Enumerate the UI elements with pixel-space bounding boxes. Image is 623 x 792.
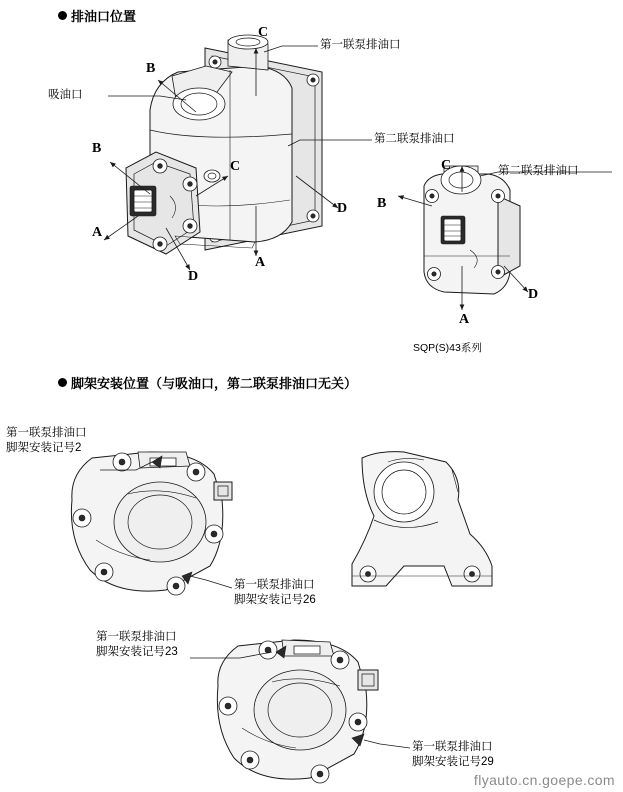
- axis-mark-b-sqp43: B: [377, 196, 387, 211]
- label-suction-port: 吸油口: [48, 89, 83, 101]
- fig4-foot-mount-pump: [190, 640, 410, 783]
- axis-mark-a-sqp43: A: [459, 312, 470, 327]
- fig2-sqp43-body: [398, 166, 612, 310]
- axis-mark-c-top: C: [258, 25, 269, 40]
- figure2-caption: SQP(S)43系列: [413, 342, 482, 354]
- callout-line-1: 第一联泵排油口: [412, 741, 493, 753]
- axis-mark-c-sqp43: C: [441, 158, 452, 173]
- section-heading-drain-port: [58, 6, 136, 25]
- callout-mark-29: [412, 740, 494, 770]
- callout-mark-26: [234, 578, 316, 608]
- callout-mark-23: [96, 630, 178, 660]
- label-second-pump-drain: 第二联泵排油口: [374, 133, 455, 145]
- axis-mark-d-right: D: [337, 201, 348, 216]
- callout-line-2: 脚架安装记号26: [234, 594, 316, 606]
- callout-line-2: 脚架安装记号29: [412, 756, 494, 768]
- section-title-text: 脚架安装位置（与吸油口，第二联泵排油口无关）: [71, 376, 358, 391]
- axis-mark-c-mid: C: [230, 159, 241, 174]
- bullet-icon: [58, 11, 67, 20]
- fig3-foot-mount-pump: [71, 452, 232, 595]
- bullet-icon: [58, 378, 67, 387]
- section-heading-foot-mount: [58, 373, 357, 392]
- callout-line-2: 脚架安装记号2: [6, 442, 82, 454]
- fig3-mounting-bracket: [352, 452, 492, 586]
- axis-mark-d-lower: D: [188, 269, 199, 284]
- callout-line-1: 第一联泵排油口: [6, 427, 87, 439]
- section-title-text: 排油口位置: [71, 9, 137, 24]
- watermark: flyauto.cn.goepe.com: [473, 772, 615, 788]
- axis-mark-a-left: A: [92, 225, 103, 240]
- axis-mark-d-sqp43: D: [528, 287, 539, 302]
- callout-mark-2: [6, 426, 87, 456]
- axis-mark-b-upper: B: [146, 61, 156, 76]
- callout-line-1: 第一联泵排油口: [234, 579, 315, 591]
- callout-line-2: 脚架安装记号23: [96, 646, 178, 658]
- axis-mark-b-left: B: [92, 141, 102, 156]
- fig1-pump-body: [104, 35, 372, 270]
- axis-mark-a-bottom: A: [255, 255, 266, 270]
- label-first-pump-drain: 第一联泵排油口: [320, 39, 401, 51]
- label-second-pump-drain-sqp43: 第二联泵排油口: [498, 165, 579, 177]
- callout-line-1: 第一联泵排油口: [96, 631, 177, 643]
